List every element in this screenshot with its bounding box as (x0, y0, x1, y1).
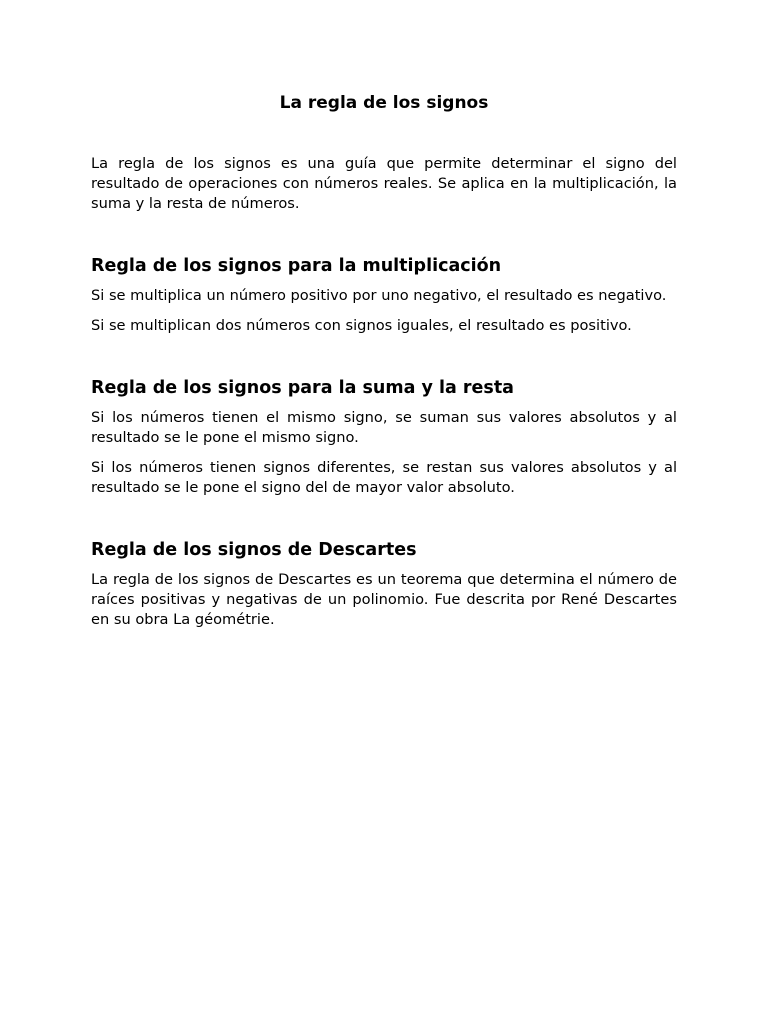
section-heading: Regla de los signos para la suma y la resta (91, 378, 514, 398)
section-paragraph: Si los números tienen el mismo signo, se suman sus valores absolutos y al resultado se le pone el mismo signo. (91, 409, 677, 446)
section-addition-subtraction (91, 376, 677, 498)
section-paragraph: Si se multiplican dos números con signos iguales, el resultado es positivo. (91, 317, 632, 334)
section-paragraph: Si se multiplica un número positivo por uno negativo, el resultado es negativo. (91, 287, 667, 304)
section-heading: Regla de los signos para la multiplicación (91, 256, 502, 276)
section-heading: Regla de los signos de Descartes (91, 540, 417, 560)
section-multiplication (91, 254, 677, 336)
document-title: La regla de los signos (279, 93, 489, 113)
section-paragraph: La regla de los signos de Descartes es un teorema que determina el número de raíces positivas y negativas de un polinomio. Fue descrita por René Descartes en su obra La géométrie. (91, 571, 677, 628)
document-page (91, 92, 677, 640)
intro-paragraph: La regla de los signos es una guía que permite determinar el signo del resultado de operaciones con números reales. Se aplica en la multiplicación, la suma y la resta de números. (91, 155, 677, 212)
section-descartes (91, 538, 677, 630)
section-paragraph: Si los números tienen signos diferentes, se restan sus valores absolutos y al resultado se le pone el signo del de mayor valor absoluto. (91, 459, 677, 496)
